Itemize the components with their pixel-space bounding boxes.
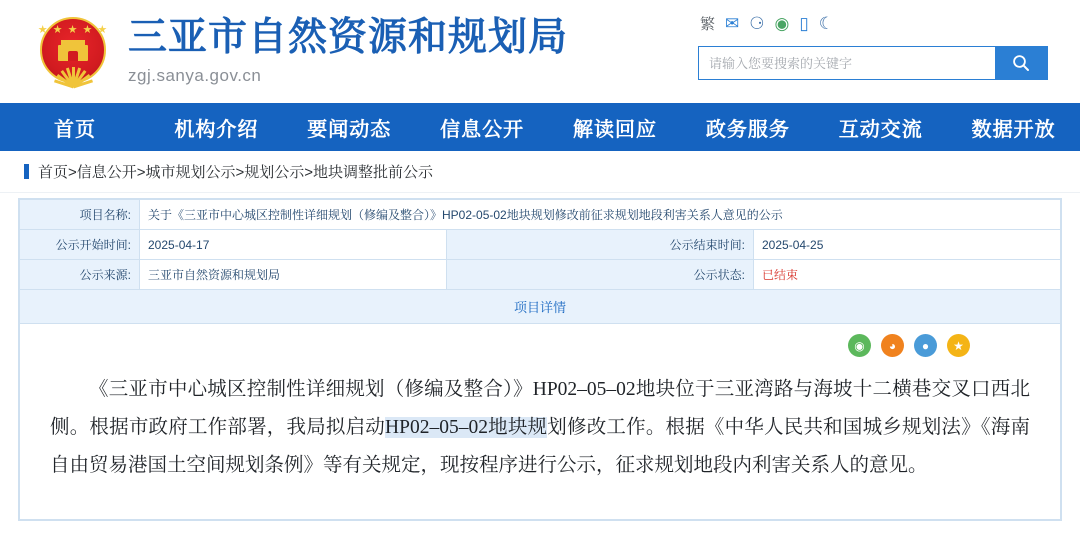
status-badge: 已结束 bbox=[754, 260, 1061, 290]
site-identity bbox=[128, 17, 568, 86]
national-emblem-icon: ★ ★ ★ ★ ★ bbox=[36, 15, 110, 89]
end-time-value: 2025-04-25 bbox=[754, 230, 1061, 260]
project-name-value: 关于《三亚市中心城区控制性详细规划（修编及整合）》HP02-05-02地块规划修改前征求规划地段利害关系人意见的公示 bbox=[140, 200, 1061, 230]
breadcrumb bbox=[0, 151, 1080, 193]
status-label: 公示状态: bbox=[447, 260, 754, 290]
search-input[interactable] bbox=[699, 47, 995, 79]
nav-item-open-data[interactable]: 数据开放 bbox=[971, 118, 1056, 141]
nav-item-org-intro[interactable]: 机构介绍 bbox=[174, 118, 259, 141]
notice-body bbox=[19, 324, 1061, 520]
nav-item-info-public[interactable]: 信息公开 bbox=[440, 118, 525, 141]
nav-item-news[interactable]: 要闻动态 bbox=[307, 118, 392, 141]
notice-article bbox=[50, 371, 1030, 485]
header-utilities bbox=[698, 10, 1048, 80]
nav-item-gov-services[interactable]: 政务服务 bbox=[705, 118, 790, 141]
notice-card bbox=[18, 198, 1062, 521]
end-time-label: 公示结束时间: bbox=[447, 230, 754, 260]
breadcrumb-text[interactable]: 首页>信息公开>城市规划公示>规划公示>地块调整批前公示 bbox=[38, 164, 434, 181]
share-wechat-icon[interactable]: ◉ bbox=[848, 334, 871, 357]
user-icon[interactable]: ⚆ bbox=[749, 13, 765, 33]
search-bar bbox=[698, 46, 1048, 80]
share-qq-icon[interactable]: ● bbox=[914, 334, 937, 357]
notice-info-table bbox=[19, 199, 1061, 290]
table-row bbox=[20, 230, 1061, 260]
message-icon[interactable]: ✉ bbox=[725, 13, 740, 33]
share-weibo-icon[interactable]: ◕ bbox=[881, 334, 904, 357]
nav-item-home[interactable]: 首页 bbox=[54, 118, 96, 141]
nav-item-interpretation[interactable]: 解读回应 bbox=[573, 118, 657, 141]
wechat-icon[interactable]: ◉ bbox=[774, 13, 790, 33]
search-icon[interactable] bbox=[995, 47, 1047, 79]
main-nav bbox=[0, 103, 1080, 151]
mobile-icon[interactable]: ▯ bbox=[799, 13, 809, 33]
share-favorite-icon[interactable]: ★ bbox=[947, 334, 970, 357]
table-row bbox=[20, 260, 1061, 290]
article-part-1: 《三亚市中心城区控制性详细规划（修编及整合）》HP02–05–02地块位于三亚湾路与海坡十二横巷交叉口西北侧。根据市政府工作部署，我局拟启动 bbox=[50, 379, 1030, 438]
nav-item-interaction[interactable]: 互动交流 bbox=[838, 118, 923, 141]
article-highlight: HP02–05–02地块规 bbox=[385, 417, 548, 438]
start-time-label: 公示开始时间: bbox=[20, 230, 140, 260]
breadcrumb-marker-icon bbox=[24, 164, 29, 179]
table-row bbox=[20, 200, 1061, 230]
project-name-label: 项目名称: bbox=[20, 200, 140, 230]
article-part-2: 划修改工作。根据《中华人民共和国城乡规划法》《海南自由贸易港国土空间规划条例》等有关规定，现按程序进行公示，征求规划地段内利害关系人的意见。 bbox=[50, 417, 1030, 476]
source-label: 公示来源: bbox=[20, 260, 140, 290]
start-time-value: 2025-04-17 bbox=[140, 230, 447, 260]
utility-icon-row bbox=[698, 10, 1048, 36]
accessibility-icon[interactable]: ☾ bbox=[818, 13, 834, 33]
share-row bbox=[50, 334, 1030, 357]
source-value: 三亚市自然资源和规划局 bbox=[140, 260, 447, 290]
detail-section-header: 项目详情 bbox=[19, 290, 1061, 324]
site-title: 三亚市自然资源和规划局 bbox=[128, 16, 569, 60]
site-header bbox=[0, 0, 1080, 103]
traditional-chinese-toggle[interactable]: 繁 bbox=[700, 15, 716, 33]
site-domain: zgj.sanya.gov.cn bbox=[128, 65, 262, 85]
